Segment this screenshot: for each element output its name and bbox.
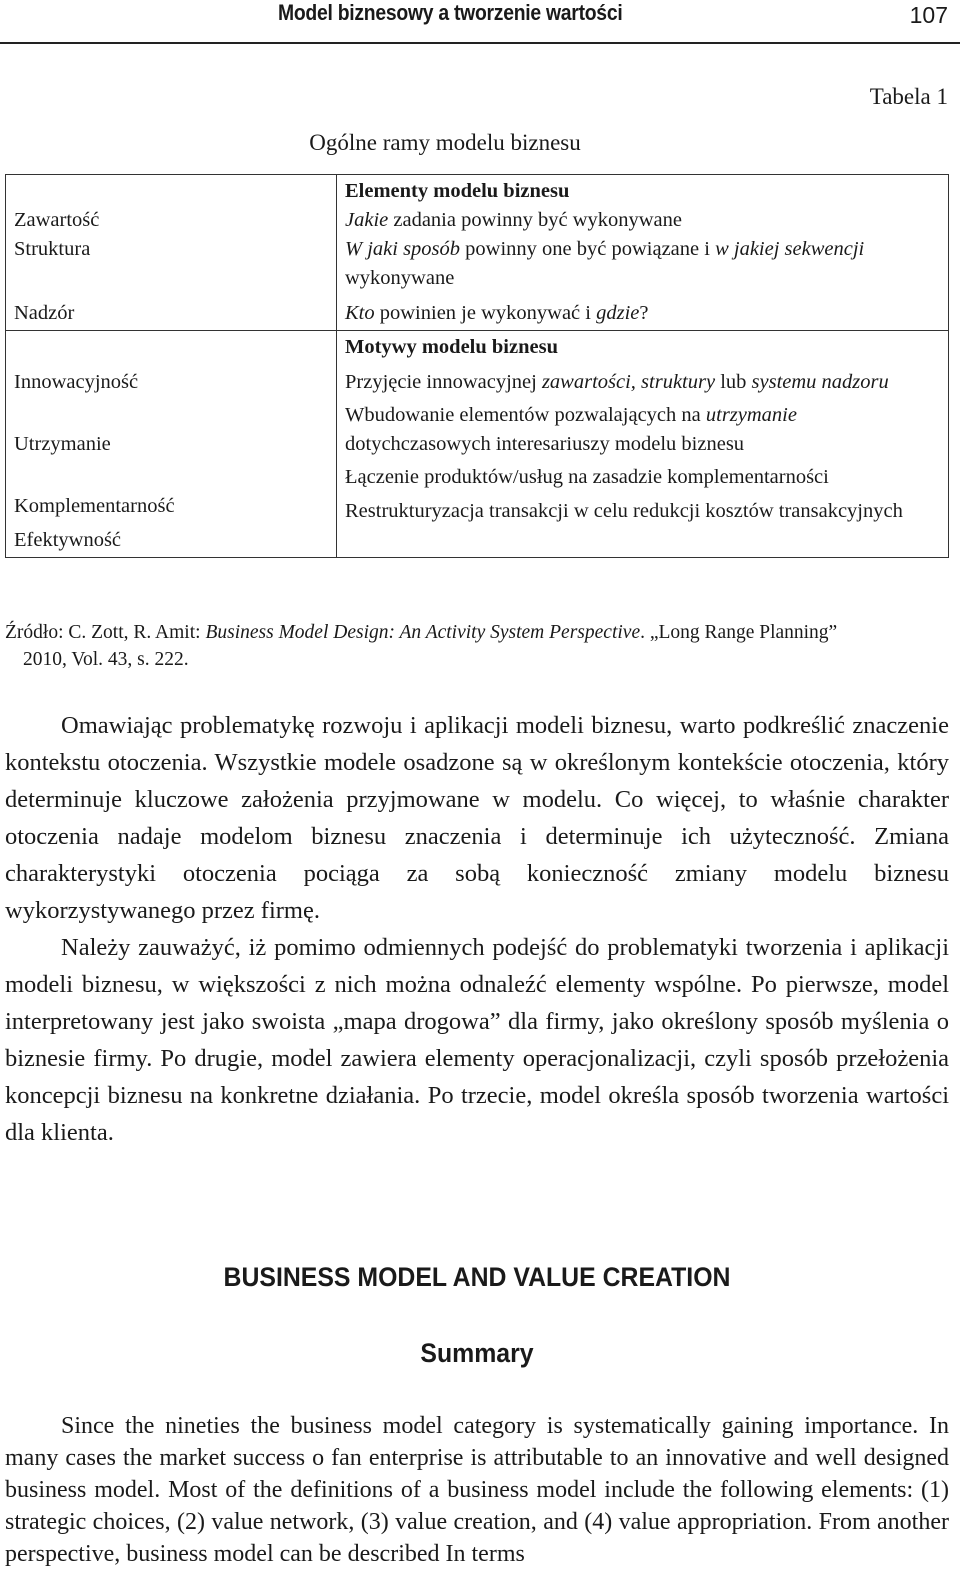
text-run: utrzymanie	[705, 404, 797, 426]
summary-paragraph: Since the nineties the business model category is systematically gaining importance. In many cases the market success o fan enterprise is attributable to an innovative and well designed business model. Most of the definitions of a business model include the following elements: (1) strategic choices, (2) value network, (3) value creation, and (4) value appropriation. From another perspective, business model can be described In terms	[5, 1413, 949, 1567]
running-head-title: Model biznesowy a tworzenie wartości	[278, 0, 623, 25]
rich-cell	[345, 206, 940, 235]
text-run: Łączenie produktów/usług na zasadzie komplementarności	[345, 466, 829, 488]
text-run: ?	[639, 302, 649, 324]
summary-heading: Summary	[420, 1338, 534, 1368]
left-label: Zawartość	[14, 209, 100, 231]
text-run: systemu nadzoru	[751, 371, 889, 393]
table-row	[6, 331, 949, 558]
source-suffix: . „Long Range Planning”	[640, 622, 838, 643]
text-run: dotychczasowych interesariuszy modelu biznesu	[345, 433, 745, 455]
text-run: gdzie	[596, 302, 640, 324]
english-title: BUSINESS MODEL AND VALUE CREATION	[223, 1262, 731, 1292]
section2-left-cell	[6, 331, 337, 558]
section1-header: Elementy modelu biznesu	[345, 180, 570, 202]
source-work: Business Model Design: An Activity System Perspective	[205, 622, 641, 643]
table-label: Tabela 1	[869, 84, 948, 109]
table-source	[5, 619, 950, 673]
text-run: Przyjęcie innowacyjnej	[345, 371, 542, 393]
left-label: Komplementarność	[14, 495, 175, 517]
section1-left-cell	[6, 175, 337, 331]
left-label: Nadzór	[14, 302, 75, 324]
rich-cell	[345, 235, 940, 293]
summary-text	[5, 1410, 949, 1570]
section1-right-cell	[337, 175, 949, 331]
left-label: Utrzymanie	[14, 433, 111, 455]
section2-right-cell	[337, 331, 949, 558]
rich-cell	[345, 299, 940, 328]
text-run: Wbudowanie elementów pozwalających na	[345, 404, 706, 426]
text-run: lub	[715, 371, 752, 393]
text-run: zadania powinny być wykonywane	[388, 209, 682, 231]
rich-cell	[345, 368, 940, 397]
text-run: wykonywane	[345, 267, 455, 289]
running-head	[0, 0, 960, 44]
left-label: Struktura	[14, 238, 91, 260]
source-line2: 2010, Vol. 43, s. 222.	[23, 649, 189, 670]
text-run: W jaki sposób	[345, 238, 461, 260]
text-run: zawartości, struktury	[541, 371, 716, 393]
source-prefix: Źródło: C. Zott, R. Amit:	[5, 622, 206, 643]
left-label: Efektywność	[14, 529, 122, 551]
text-run: Restrukturyzacja transakcji w celu redukcji kosztów transakcyjnych	[345, 500, 903, 522]
text-run: powinien je wykonywać i	[374, 302, 597, 324]
body-paragraph-2: Należy zauważyć, iż pomimo odmiennych podejść do problematyki tworzenia i aplikacji modeli biznesu, w większości z nich można odnaleźć elementy wspólne. Po pierwsze, model interpretowany jest jako swoista „mapa drogowa” dla firmy, jako określony sposób myślenia o biznesie firmy. Po drugie, model zawiera elementy operacjonalizacji, czyli sposób przełożenia koncepcji biznesu na konkretne działania. Po trzecie, model określa sposób tworzenia wartości dla klienta.	[5, 934, 949, 1146]
body-paragraph-1: Omawiając problematykę rozwoju i aplikacji modeli biznesu, warto podkreślić znaczenie kontekstu otoczenia. Wszystkie modele osadzone są w określonym kontekście otoczenia, który determinuje kluczowe założenia przyjmowane w modelu. Co więcej, to właśnie charakter otoczenia nadaje modelom biznesu znaczenia i determinuje ich użyteczność. Zmiana charakterystyki otoczenia pociąga za sobą konieczność zmiany modelu biznesu wykorzystywanego przez firmę.	[5, 712, 949, 924]
rich-cell	[345, 497, 940, 526]
business-model-table	[5, 174, 949, 558]
rich-cell	[345, 463, 940, 492]
section2-header: Motywy modelu biznesu	[345, 336, 558, 358]
page-number: 107	[909, 2, 948, 28]
text-run: Kto	[345, 302, 375, 324]
text-run: w jakiej sekwencji	[715, 238, 865, 260]
text-run: powinny one być powiązane i	[460, 238, 716, 260]
table-title: Ogólne ramy modelu biznesu	[309, 130, 581, 155]
text-run: Jakie	[345, 209, 389, 231]
body-text	[5, 707, 949, 1151]
left-label: Innowacyjność	[14, 371, 139, 393]
table-row	[6, 175, 949, 331]
rich-cell	[345, 401, 940, 459]
